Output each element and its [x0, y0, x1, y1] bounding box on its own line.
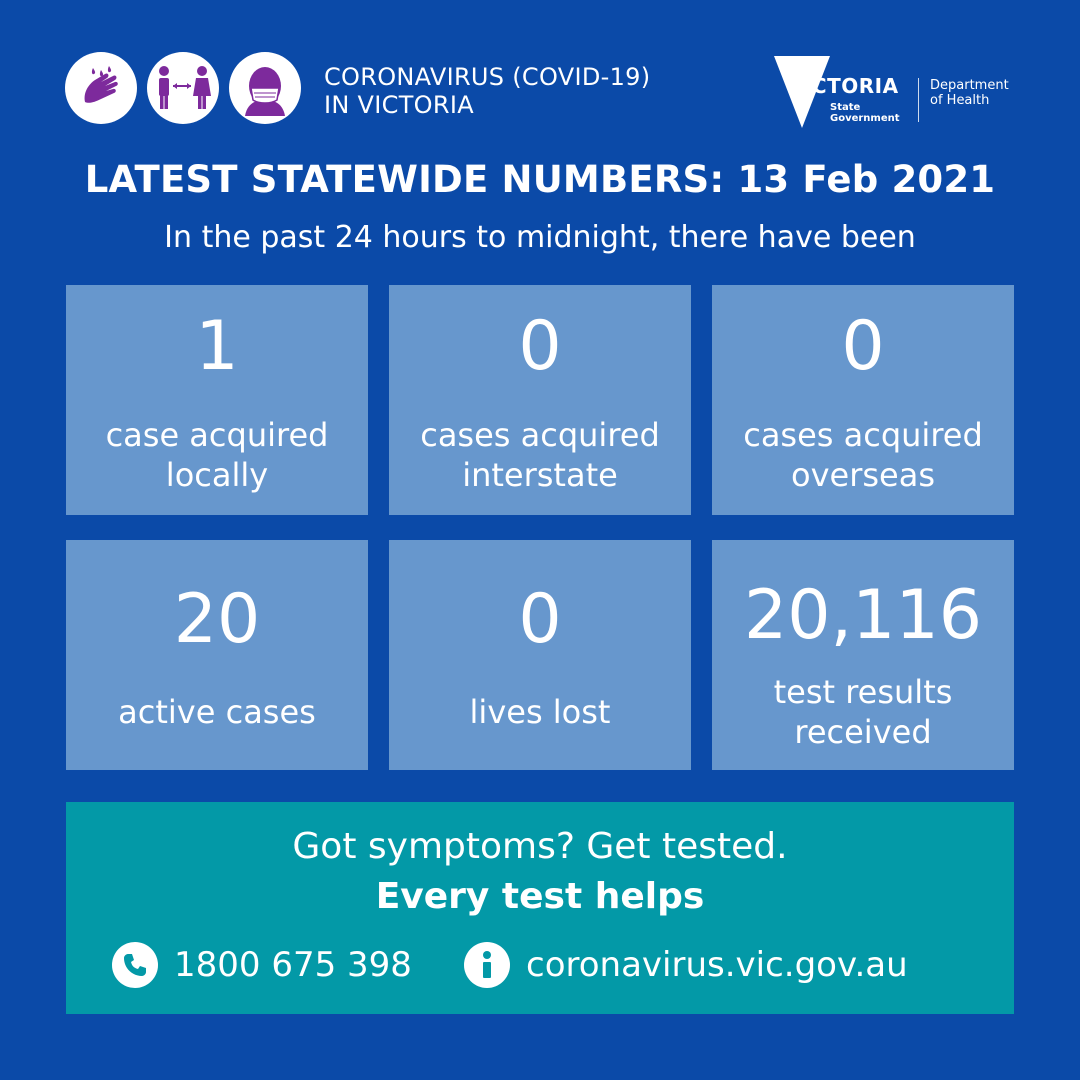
- stat-label-line2: received: [794, 713, 932, 751]
- subheadline: In the past 24 hours to midnight, there have been: [164, 220, 916, 255]
- stat-tile-local-cases: [66, 285, 368, 515]
- website-link[interactable]: coronavirus.vic.gov.au: [526, 945, 908, 985]
- call-to-action-panel: [66, 802, 1014, 1014]
- victoria-wordmark: VICTORIA: [788, 74, 899, 98]
- stat-label-line1: cases acquired: [420, 416, 660, 454]
- header-title-line2: IN VICTORIA: [324, 91, 474, 119]
- department-of-health: [930, 78, 1009, 108]
- stat-label-line1: cases acquired: [743, 416, 983, 454]
- phone-icon: [112, 942, 158, 988]
- logo-sub-line1: State: [830, 102, 861, 113]
- face-mask-icon: [229, 52, 301, 124]
- header-title: [324, 63, 650, 119]
- stat-tile-lives-lost: [389, 540, 691, 770]
- department-line2: of Health: [930, 93, 990, 108]
- victoria-state-government-logo: [772, 56, 1022, 130]
- stat-label-line1: test results: [773, 673, 953, 711]
- cta-line1: Got symptoms? Get tested.: [292, 826, 788, 867]
- info-icon: [464, 942, 510, 988]
- stat-tile-overseas-cases: [712, 285, 1014, 515]
- stat-tile-test-results: [712, 540, 1014, 770]
- stat-tile-active-cases: [66, 540, 368, 770]
- logo-sub-line2: Government: [830, 113, 900, 124]
- stat-value: 0: [518, 307, 562, 386]
- website-contact[interactable]: [464, 942, 908, 988]
- stat-value: 20,116: [744, 576, 982, 655]
- header-title-line1: CORONAVIRUS (COVID-19): [324, 63, 651, 91]
- logo-subtitle: [830, 102, 900, 124]
- stat-label-line1: lives lost: [469, 693, 611, 731]
- logo-divider: [918, 78, 919, 122]
- stat-value: 0: [841, 307, 885, 386]
- stat-label-line2: interstate: [462, 456, 618, 494]
- phone-number: 1800 675 398: [174, 945, 412, 985]
- hand-washing-icon: [65, 52, 137, 124]
- stat-value: 20: [173, 580, 261, 659]
- stat-label-line1: case acquired: [105, 416, 329, 454]
- stat-label-line1: active cases: [118, 693, 316, 731]
- headline: LATEST STATEWIDE NUMBERS: 13 Feb 2021: [84, 158, 996, 201]
- stat-tile-interstate-cases: [389, 285, 691, 515]
- social-distancing-icon: [147, 52, 219, 124]
- stat-value: 1: [195, 307, 239, 386]
- stat-label-line2: locally: [165, 456, 269, 494]
- cta-line2: Every test helps: [375, 876, 705, 917]
- stat-value: 0: [518, 580, 562, 659]
- department-line1: Department: [930, 78, 1009, 93]
- stat-label-line2: overseas: [791, 456, 935, 494]
- phone-contact[interactable]: [112, 942, 412, 988]
